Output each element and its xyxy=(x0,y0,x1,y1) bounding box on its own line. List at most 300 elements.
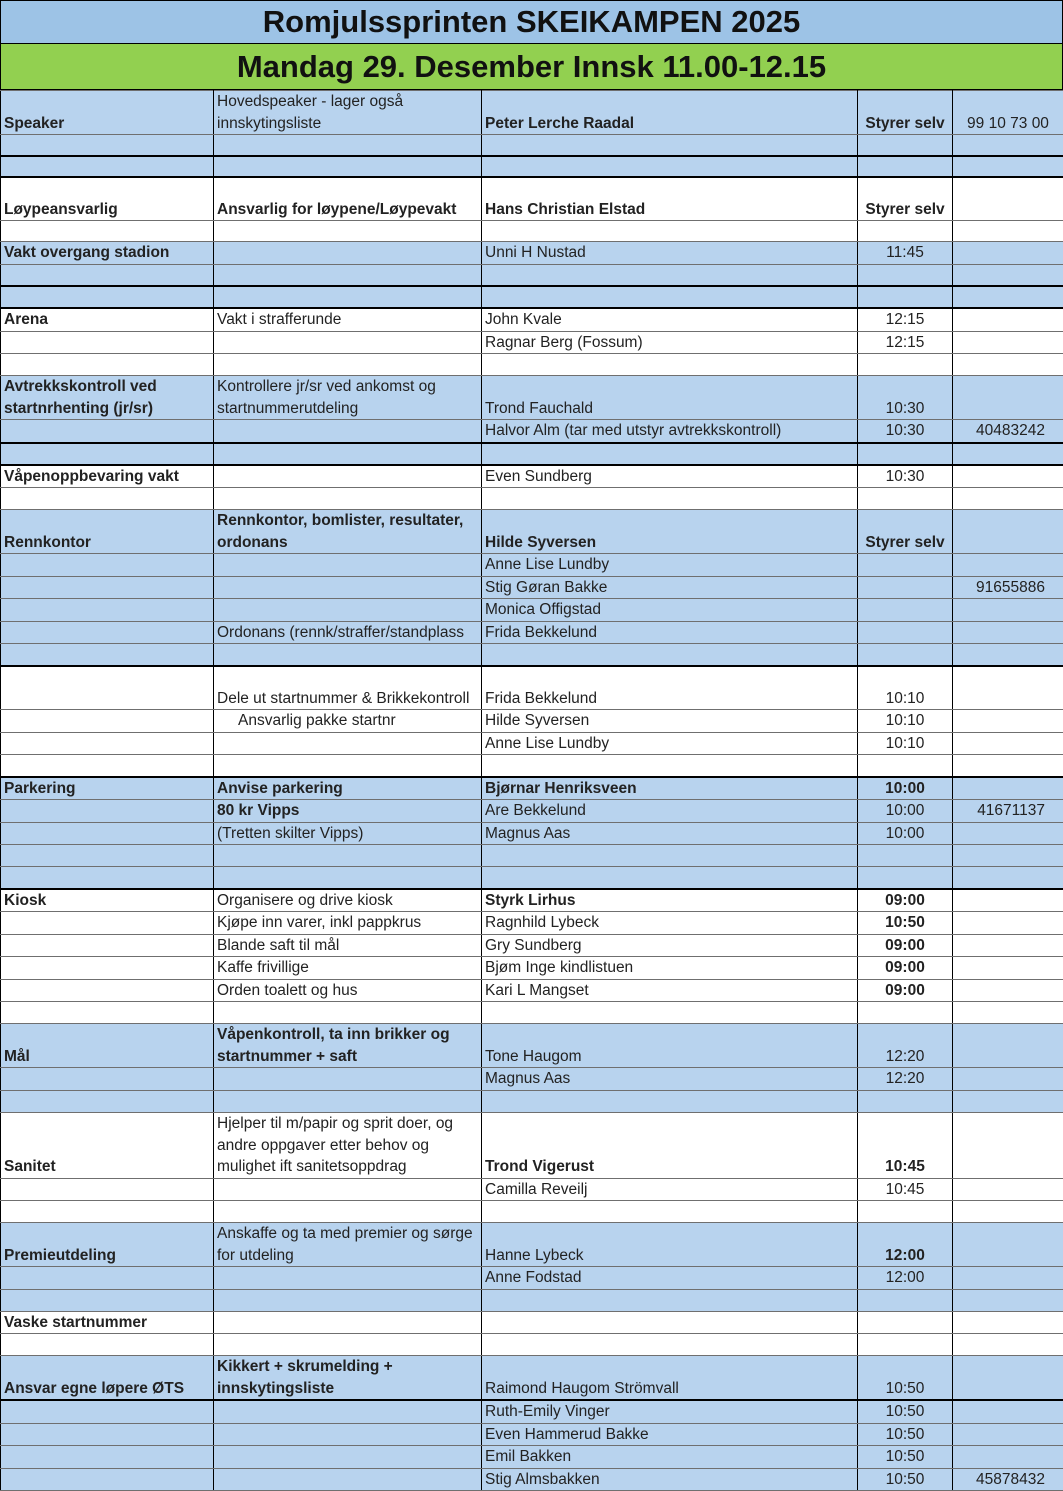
time-cell: 09:00 xyxy=(858,957,953,980)
person-cell xyxy=(482,156,858,177)
person-cell: Peter Lerche Raadal xyxy=(482,91,858,135)
role-cell xyxy=(1,912,214,935)
role-cell xyxy=(1,1201,214,1223)
table-row xyxy=(1,420,1063,443)
phone-cell xyxy=(953,777,1063,800)
phone-cell xyxy=(953,1178,1063,1201)
table-row xyxy=(1,465,1063,488)
person-cell: Unni H Nustad xyxy=(482,242,858,265)
phone-cell xyxy=(953,822,1063,845)
task-cell: Orden toalett og hus xyxy=(214,979,482,1002)
task-cell: (Tretten skilter Vipps) xyxy=(214,822,482,845)
role-cell xyxy=(1,1446,214,1469)
table-row xyxy=(1,510,1063,554)
phone-cell xyxy=(953,710,1063,733)
table-row xyxy=(1,135,1063,156)
task-cell xyxy=(214,1334,482,1356)
task-cell xyxy=(214,156,482,177)
table-row xyxy=(1,221,1063,242)
time-cell xyxy=(858,488,953,510)
role-cell xyxy=(1,1090,214,1112)
role-cell xyxy=(1,264,214,286)
time-cell: 11:45 xyxy=(858,242,953,265)
phone-cell xyxy=(953,1002,1063,1024)
time-cell: 10:50 xyxy=(858,1356,953,1401)
table-row xyxy=(1,1090,1063,1112)
role-cell: Avtrekkskontroll ved startnrhenting (jr/sr) xyxy=(1,376,214,420)
role-cell xyxy=(1,644,214,666)
person-cell: Hilde Syversen xyxy=(482,510,858,554)
role-cell xyxy=(1,666,214,710)
role-cell xyxy=(1,599,214,622)
phone-cell xyxy=(953,1334,1063,1356)
sheet-title: Romjulssprinten SKEIKAMPEN 2025 xyxy=(0,0,1063,44)
person-cell: John Kvale xyxy=(482,308,858,331)
time-cell xyxy=(858,1002,953,1024)
table-row xyxy=(1,957,1063,980)
person-cell xyxy=(482,286,858,308)
phone-cell xyxy=(953,1423,1063,1446)
role-cell xyxy=(1,710,214,733)
person-cell xyxy=(482,135,858,156)
role-cell xyxy=(1,354,214,376)
role-cell xyxy=(1,576,214,599)
phone-cell xyxy=(953,867,1063,889)
role-cell: Løypeansvarlig xyxy=(1,177,214,221)
table-row xyxy=(1,488,1063,510)
task-cell xyxy=(214,599,482,622)
table-row xyxy=(1,889,1063,912)
phone-cell xyxy=(953,242,1063,265)
person-cell: Are Bekkelund xyxy=(482,800,858,823)
role-cell xyxy=(1,1178,214,1201)
task-cell xyxy=(214,1090,482,1112)
person-cell xyxy=(482,1201,858,1223)
task-cell xyxy=(214,443,482,465)
role-cell xyxy=(1,867,214,889)
task-cell: Våpenkontroll, ta inn brikker og startnummer + saft xyxy=(214,1024,482,1068)
phone-cell xyxy=(953,957,1063,980)
time-cell: Styrer selv xyxy=(858,91,953,135)
task-cell: Ansvarlig pakke startnr xyxy=(214,710,482,733)
phone-cell xyxy=(953,845,1063,867)
table-row xyxy=(1,1446,1063,1469)
table-row xyxy=(1,264,1063,286)
role-cell xyxy=(1,221,214,242)
time-cell xyxy=(858,286,953,308)
table-row xyxy=(1,1223,1063,1267)
role-cell xyxy=(1,1267,214,1290)
person-cell: Ragnar Berg (Fossum) xyxy=(482,331,858,354)
role-cell xyxy=(1,732,214,755)
time-cell xyxy=(858,1334,953,1356)
task-cell xyxy=(214,1468,482,1491)
time-cell xyxy=(858,755,953,777)
time-cell: 10:10 xyxy=(858,732,953,755)
person-cell xyxy=(482,1002,858,1024)
phone-cell xyxy=(953,1267,1063,1290)
phone-cell xyxy=(953,644,1063,666)
person-cell: Monica Offigstad xyxy=(482,599,858,622)
time-cell xyxy=(858,599,953,622)
phone-cell xyxy=(953,732,1063,755)
phone-cell xyxy=(953,621,1063,644)
table-row xyxy=(1,644,1063,666)
person-cell: Anne Lise Lundby xyxy=(482,554,858,577)
table-row xyxy=(1,242,1063,265)
person-cell xyxy=(482,1289,858,1311)
time-cell xyxy=(858,156,953,177)
phone-cell xyxy=(953,354,1063,376)
table-row xyxy=(1,1068,1063,1091)
task-cell xyxy=(214,732,482,755)
table-row xyxy=(1,777,1063,800)
phone-cell xyxy=(953,264,1063,286)
table-row xyxy=(1,867,1063,889)
time-cell xyxy=(858,264,953,286)
role-cell xyxy=(1,156,214,177)
role-cell: Ansvar egne løpere ØTS xyxy=(1,1356,214,1401)
person-cell xyxy=(482,867,858,889)
phone-cell xyxy=(953,510,1063,554)
role-cell xyxy=(1,488,214,510)
person-cell: Frida Bekkelund xyxy=(482,666,858,710)
person-cell: Anne Fodstad xyxy=(482,1267,858,1290)
person-cell: Hilde Syversen xyxy=(482,710,858,733)
role-cell xyxy=(1,957,214,980)
phone-cell xyxy=(953,889,1063,912)
phone-cell xyxy=(953,1024,1063,1068)
phone-cell xyxy=(953,1223,1063,1267)
time-cell: Styrer selv xyxy=(858,177,953,221)
phone-cell xyxy=(953,1090,1063,1112)
task-cell xyxy=(214,1002,482,1024)
sheet-subtitle: Mandag 29. Desember Innsk 11.00-12.15 xyxy=(0,44,1063,90)
task-cell xyxy=(214,755,482,777)
time-cell xyxy=(858,135,953,156)
phone-cell: 41671137 xyxy=(953,800,1063,823)
time-cell: 10:00 xyxy=(858,777,953,800)
table-row xyxy=(1,1423,1063,1446)
table-row xyxy=(1,1002,1063,1024)
phone-cell xyxy=(953,1356,1063,1401)
person-cell: Trond Fauchald xyxy=(482,376,858,420)
role-cell xyxy=(1,979,214,1002)
phone-cell xyxy=(953,1289,1063,1311)
time-cell: 10:45 xyxy=(858,1178,953,1201)
table-row xyxy=(1,331,1063,354)
time-cell xyxy=(858,576,953,599)
duty-table xyxy=(0,90,1063,1491)
role-cell xyxy=(1,1400,214,1423)
person-cell: Stig Gøran Bakke xyxy=(482,576,858,599)
task-cell: Rennkontor, bomlister, resultater, ordonans xyxy=(214,510,482,554)
table-row xyxy=(1,845,1063,867)
role-cell xyxy=(1,800,214,823)
task-cell: Vakt i strafferunde xyxy=(214,308,482,331)
task-cell xyxy=(214,1311,482,1334)
task-cell xyxy=(214,554,482,577)
task-cell xyxy=(214,1289,482,1311)
phone-cell xyxy=(953,934,1063,957)
phone-cell xyxy=(953,1201,1063,1223)
person-cell xyxy=(482,221,858,242)
role-cell: Våpenoppbevaring vakt xyxy=(1,465,214,488)
person-cell: Bjørnar Henriksveen xyxy=(482,777,858,800)
role-cell: Parkering xyxy=(1,777,214,800)
task-cell: 80 kr Vipps xyxy=(214,800,482,823)
phone-cell: 91655886 xyxy=(953,576,1063,599)
person-cell xyxy=(482,1334,858,1356)
table-row xyxy=(1,755,1063,777)
table-row xyxy=(1,934,1063,957)
task-cell xyxy=(214,1178,482,1201)
phone-cell xyxy=(953,554,1063,577)
table-row xyxy=(1,308,1063,331)
table-row xyxy=(1,1112,1063,1178)
role-cell: Sanitet xyxy=(1,1112,214,1178)
time-cell: 12:00 xyxy=(858,1267,953,1290)
person-cell: Stig Almsbakken xyxy=(482,1468,858,1491)
phone-cell xyxy=(953,666,1063,710)
person-cell: Magnus Aas xyxy=(482,1068,858,1091)
person-cell: Even Hammerud Bakke xyxy=(482,1423,858,1446)
time-cell: 12:20 xyxy=(858,1024,953,1068)
time-cell: 12:00 xyxy=(858,1223,953,1267)
task-cell xyxy=(214,1267,482,1290)
table-row xyxy=(1,286,1063,308)
table-row xyxy=(1,443,1063,465)
person-cell xyxy=(482,845,858,867)
role-cell xyxy=(1,1068,214,1091)
task-cell xyxy=(214,135,482,156)
phone-cell xyxy=(953,308,1063,331)
time-cell xyxy=(858,644,953,666)
time-cell: 10:50 xyxy=(858,1423,953,1446)
task-cell xyxy=(214,1068,482,1091)
time-cell: 10:30 xyxy=(858,376,953,420)
table-row xyxy=(1,710,1063,733)
task-cell xyxy=(214,488,482,510)
person-cell: Emil Bakken xyxy=(482,1446,858,1469)
time-cell: 10:50 xyxy=(858,912,953,935)
time-cell xyxy=(858,1090,953,1112)
role-cell xyxy=(1,1289,214,1311)
task-cell: Kaffe frivillige xyxy=(214,957,482,980)
task-cell: Ordonans (rennk/straffer/standplass xyxy=(214,621,482,644)
task-cell xyxy=(214,644,482,666)
time-cell: 12:15 xyxy=(858,308,953,331)
person-cell: Ruth-Emily Vinger xyxy=(482,1400,858,1423)
person-cell: Anne Lise Lundby xyxy=(482,732,858,755)
time-cell: 10:30 xyxy=(858,465,953,488)
role-cell xyxy=(1,135,214,156)
role-cell xyxy=(1,1334,214,1356)
phone-cell xyxy=(953,443,1063,465)
time-cell xyxy=(858,354,953,376)
phone-cell: 45878432 xyxy=(953,1468,1063,1491)
time-cell: 10:50 xyxy=(858,1446,953,1469)
phone-cell xyxy=(953,599,1063,622)
task-cell xyxy=(214,576,482,599)
role-cell: Kiosk xyxy=(1,889,214,912)
task-cell xyxy=(214,221,482,242)
task-cell xyxy=(214,286,482,308)
person-cell xyxy=(482,644,858,666)
table-row xyxy=(1,91,1063,135)
role-cell xyxy=(1,1002,214,1024)
time-cell: 09:00 xyxy=(858,889,953,912)
phone-cell xyxy=(953,979,1063,1002)
time-cell xyxy=(858,1311,953,1334)
table-row xyxy=(1,1289,1063,1311)
table-row xyxy=(1,1356,1063,1401)
task-cell xyxy=(214,1423,482,1446)
table-row xyxy=(1,1311,1063,1334)
time-cell: 09:00 xyxy=(858,979,953,1002)
time-cell xyxy=(858,845,953,867)
table-row xyxy=(1,177,1063,221)
task-cell xyxy=(214,465,482,488)
table-row xyxy=(1,554,1063,577)
table-row xyxy=(1,156,1063,177)
phone-cell xyxy=(953,177,1063,221)
task-cell xyxy=(214,1446,482,1469)
task-cell xyxy=(214,354,482,376)
person-cell xyxy=(482,488,858,510)
table-row xyxy=(1,1267,1063,1290)
task-cell: Hovedspeaker - lager også innskytingsliste xyxy=(214,91,482,135)
table-row xyxy=(1,1024,1063,1068)
person-cell: Raimond Haugom Strömvall xyxy=(482,1356,858,1401)
task-cell: Anskaffe og ta med premier og sørge for utdeling xyxy=(214,1223,482,1267)
table-row xyxy=(1,912,1063,935)
time-cell xyxy=(858,621,953,644)
table-row xyxy=(1,1334,1063,1356)
task-cell xyxy=(214,1400,482,1423)
person-cell xyxy=(482,755,858,777)
task-cell xyxy=(214,420,482,443)
role-cell xyxy=(1,554,214,577)
person-cell xyxy=(482,1311,858,1334)
table-row xyxy=(1,979,1063,1002)
role-cell xyxy=(1,822,214,845)
role-cell: Premieutdeling xyxy=(1,1223,214,1267)
table-row xyxy=(1,599,1063,622)
phone-cell xyxy=(953,286,1063,308)
table-row xyxy=(1,1468,1063,1491)
task-cell: Kontrollere jr/sr ved ankomst og startnummerutdeling xyxy=(214,376,482,420)
task-cell: Ansvarlig for løypene/Løypevakt xyxy=(214,177,482,221)
role-cell xyxy=(1,755,214,777)
phone-cell xyxy=(953,1311,1063,1334)
person-cell: Even Sundberg xyxy=(482,465,858,488)
table-row xyxy=(1,621,1063,644)
time-cell xyxy=(858,867,953,889)
phone-cell xyxy=(953,488,1063,510)
phone-cell xyxy=(953,1446,1063,1469)
phone-cell xyxy=(953,912,1063,935)
table-row xyxy=(1,1201,1063,1223)
task-cell xyxy=(214,242,482,265)
person-cell: Hanne Lybeck xyxy=(482,1223,858,1267)
table-row xyxy=(1,666,1063,710)
person-cell xyxy=(482,264,858,286)
role-cell xyxy=(1,1423,214,1446)
table-row xyxy=(1,1178,1063,1201)
person-cell: Ragnhild Lybeck xyxy=(482,912,858,935)
task-cell xyxy=(214,845,482,867)
time-cell: 10:30 xyxy=(858,420,953,443)
time-cell: 09:00 xyxy=(858,934,953,957)
table-row xyxy=(1,354,1063,376)
role-cell xyxy=(1,845,214,867)
phone-cell xyxy=(953,1068,1063,1091)
task-cell: Kikkert + skrumelding + innskytingsliste xyxy=(214,1356,482,1401)
time-cell: 12:20 xyxy=(858,1068,953,1091)
time-cell: 10:00 xyxy=(858,800,953,823)
person-cell xyxy=(482,1090,858,1112)
person-cell: Halvor Alm (tar med utstyr avtrekkskontroll) xyxy=(482,420,858,443)
table-row xyxy=(1,800,1063,823)
time-cell xyxy=(858,221,953,242)
task-cell: Dele ut startnummer & Brikkekontroll xyxy=(214,666,482,710)
time-cell xyxy=(858,554,953,577)
role-cell xyxy=(1,443,214,465)
phone-cell xyxy=(953,376,1063,420)
table-row xyxy=(1,822,1063,845)
person-cell xyxy=(482,443,858,465)
person-cell: Camilla Reveilj xyxy=(482,1178,858,1201)
time-cell: 12:15 xyxy=(858,331,953,354)
role-cell: Rennkontor xyxy=(1,510,214,554)
role-cell: Mål xyxy=(1,1024,214,1068)
table-row xyxy=(1,376,1063,420)
phone-cell xyxy=(953,755,1063,777)
task-cell: Hjelper til m/papir og sprit doer, og andre oppgaver etter behov og mulighet ift sanitetsoppdrag xyxy=(214,1112,482,1178)
time-cell: 10:00 xyxy=(858,822,953,845)
phone-cell xyxy=(953,156,1063,177)
role-cell xyxy=(1,286,214,308)
phone-cell: 99 10 73 00 xyxy=(953,91,1063,135)
task-cell: Blande saft til mål xyxy=(214,934,482,957)
task-cell: Organisere og drive kiosk xyxy=(214,889,482,912)
phone-cell xyxy=(953,1400,1063,1423)
time-cell xyxy=(858,1201,953,1223)
person-cell: Kari L Mangset xyxy=(482,979,858,1002)
phone-cell xyxy=(953,1112,1063,1178)
role-cell: Arena xyxy=(1,308,214,331)
task-cell: Anvise parkering xyxy=(214,777,482,800)
table-row xyxy=(1,732,1063,755)
role-cell xyxy=(1,934,214,957)
time-cell xyxy=(858,1289,953,1311)
role-cell xyxy=(1,1468,214,1491)
person-cell: Trond Vigerust xyxy=(482,1112,858,1178)
time-cell: 10:10 xyxy=(858,666,953,710)
role-cell xyxy=(1,331,214,354)
time-cell: 10:10 xyxy=(858,710,953,733)
role-cell xyxy=(1,621,214,644)
task-cell xyxy=(214,867,482,889)
person-cell: Frida Bekkelund xyxy=(482,621,858,644)
role-cell: Vaske startnummer xyxy=(1,1311,214,1334)
task-cell: Kjøpe inn varer, inkl pappkrus xyxy=(214,912,482,935)
task-cell xyxy=(214,1201,482,1223)
time-cell: 10:50 xyxy=(858,1400,953,1423)
duty-rows xyxy=(1,91,1063,1491)
phone-cell: 40483242 xyxy=(953,420,1063,443)
